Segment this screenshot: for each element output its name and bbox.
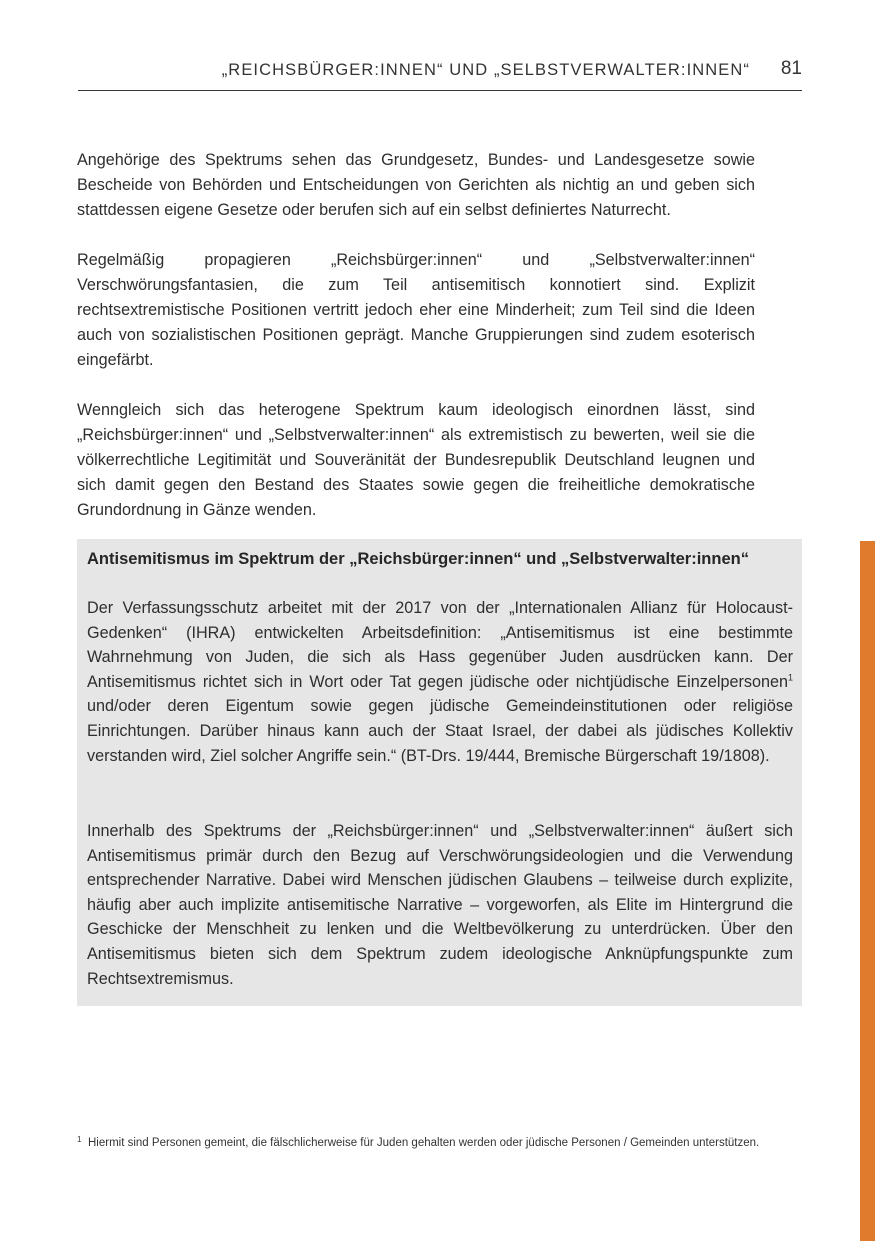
footnote xyxy=(77,1134,767,1152)
page-number: 81 xyxy=(780,58,802,79)
info-box-paragraph: Innerhalb des Spektrums der „Reichsbürger:innen“ und „Selbstverwalter:innen“ äußert sich Antisemitismus primär durch den Bezug auf Verschwörungsideologien und die Verwendung entsprechender Narrative. Dabei wird Menschen jüdischen Glaubens – teilweise durch explizite, häufig aber auch implizite antisemitische Narrative – vorgeworfen, als Elite im Hintergrund die Geschicke der Menschheit zu lenken und die Weltbevölkerung zu unterdrücken. Über den Antisemitismus bieten sich dem Spektrum zudem ideologische Anknüpfungspunkte zum Rechtsextremismus. xyxy=(87,822,793,988)
body-paragraph: Angehörige des Spektrums sehen das Grundgesetz, Bundes- und Landesgesetze sowie Bescheide von Behörden und Entscheidungen von Gerichten als nichtig an und geben sich stattdessen eigene Gesetze oder berufen sich auf ein selbst definiertes Naturrecht. xyxy=(77,151,755,219)
footnote-reference[interactable]: 1 xyxy=(787,672,793,683)
info-box-title: Antisemitismus im Spektrum der „Reichsbürger:innen“ und „Selbstverwalter:innen“ xyxy=(87,550,749,568)
running-title: „REICHSBÜRGER:INNEN“ UND „SELBSTVERWALTER:INNEN“ xyxy=(221,61,750,79)
info-box-text: Der Verfassungsschutz arbeitet mit der 2017 von der „Internationalen Allianz für Holocaust-Gedenken“ (IHRA) entwickelten Arbeitsdefinition: „Antisemitismus ist eine bestimmte Wahrnehmung von Juden, die sich als Hass gegenüber Juden ausdrücken kann. Der Antisemitismus richtet sich in Wort oder Tat gegen jüdische oder nichtjüdische Einzelpersonen xyxy=(87,599,793,691)
info-box-text: und/oder deren Eigentum sowie gegen jüdische Gemeindeinstitutionen oder religiöse Einrichtungen. Darüber hinaus kann auch der Staat Israel, der dabei als jüdisches Kollektiv verstanden wird, Ziel solcher Angriffe sein.“ (BT-Drs. 19/444, Bremische Bürgerschaft 19/1808). xyxy=(87,697,793,765)
footnote-marker: 1 xyxy=(77,1135,82,1144)
running-header xyxy=(78,56,802,91)
body-paragraph: Regelmäßig propagieren „Reichsbürger:innen“ und „Selbstverwalter:innen“ Verschwörungsfantasien, die zum Teil antisemitisch konnotiert sind. Explizit rechtsextremistische Positionen vertritt jedoch eher eine Minderheit; zum Teil sind die Ideen auch von sozialistischen Positionen geprägt. Manche Gruppierungen sind zudem esoterisch eingefärbt. xyxy=(77,251,755,369)
footnote-text: Hiermit sind Personen gemeint, die fälschlicherweise für Juden gehalten werden oder jüdische Personen / Gemeinden unterstützen. xyxy=(88,1137,760,1149)
body-paragraph: Wenngleich sich das heterogene Spektrum kaum ideologisch einordnen lässt, sind „Reichsbürger:innen“ und „Selbstverwalter:innen“ als extremistisch zu bewerten, weil sie die völkerrechtliche Legitimität und Souveränität der Bundesrepublik Deutschland leugnen und sich damit gegen den Bestand des Staates sowie gegen die freiheitliche demokratische Grundordnung in Gänze wenden. xyxy=(77,401,755,519)
info-box xyxy=(77,539,802,1006)
chapter-edge-tab xyxy=(860,541,875,1241)
info-box-paragraph xyxy=(87,596,793,768)
